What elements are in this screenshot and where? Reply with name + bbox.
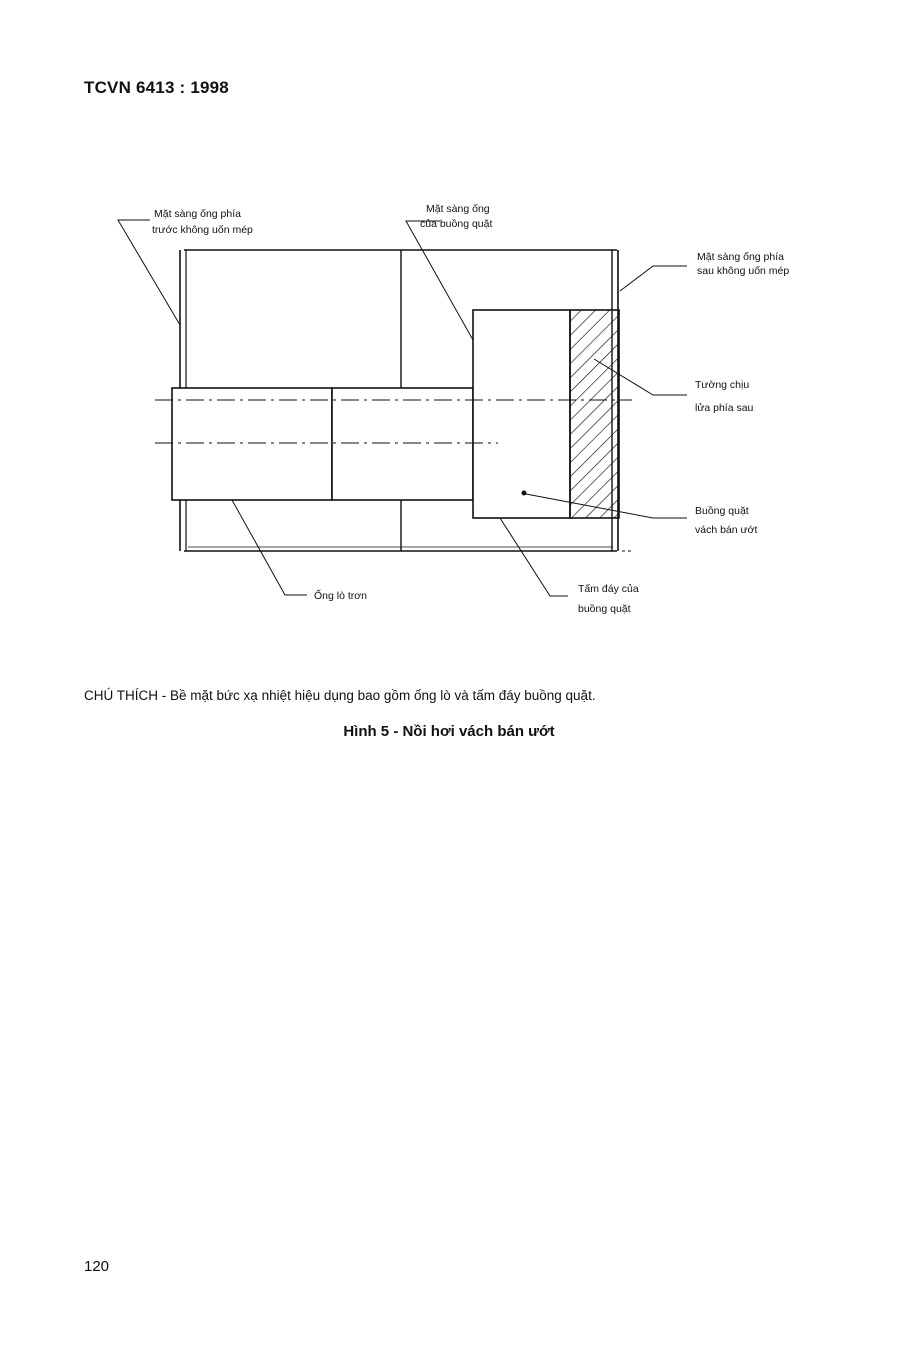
leader-chamber-tubesheet [406,221,473,340]
callout-rear-tubesheet-line2: sau không uốn mép [697,265,790,277]
callout-rear-refractory-line1: Tường chịu [695,379,750,391]
callout-chamber-tubesheet-line2: của buồng quặt [420,218,493,230]
callout-chamber-bottom-plate-line1: Tấm đáy của [578,583,639,595]
figure-caption: Hình 5 - Nồi hơi vách bán ướt [343,723,555,740]
rear-refractory-hatched [570,310,619,518]
wetback-chamber [473,310,619,518]
document-standard-id: TCVN 6413 : 1998 [84,78,229,97]
callout-plain-furnace: Ống lò trơn [314,590,367,602]
callout-chamber-tubesheet-line1: Mặt sàng ống [426,203,490,215]
figure-note: CHÚ THÍCH - Bề mặt bức xạ nhiệt hiệu dụng bao gồm ống lò và tấm đáy buồng quặt. [84,688,596,703]
chamber-leader-dot [522,491,526,495]
plain-furnace-tube [172,388,473,500]
callout-rear-refractory-line2: lửa phía sau [695,402,754,414]
boiler-diagram-drawing [0,0,898,660]
callout-front-tubesheet-line2: trước không uốn mép [152,224,253,236]
boiler-diagram [0,0,898,660]
leader-plain-furnace [232,500,307,595]
callout-rear-tubesheet-line1: Mặt sàng ống phía [697,251,784,263]
page-number: 120 [84,1258,110,1275]
callout-chamber-bottom-plate-line2: buồng quặt [578,603,631,615]
leader-chamber-bottom-plate [500,518,568,596]
callout-wetback-chamber-line2: vách bán ướt [695,524,758,536]
callout-wetback-chamber-line1: Buồng quặt [695,505,749,517]
callout-front-tubesheet-line1: Mặt sàng ống phía [154,208,241,220]
leader-rear-tubesheet [620,266,687,291]
